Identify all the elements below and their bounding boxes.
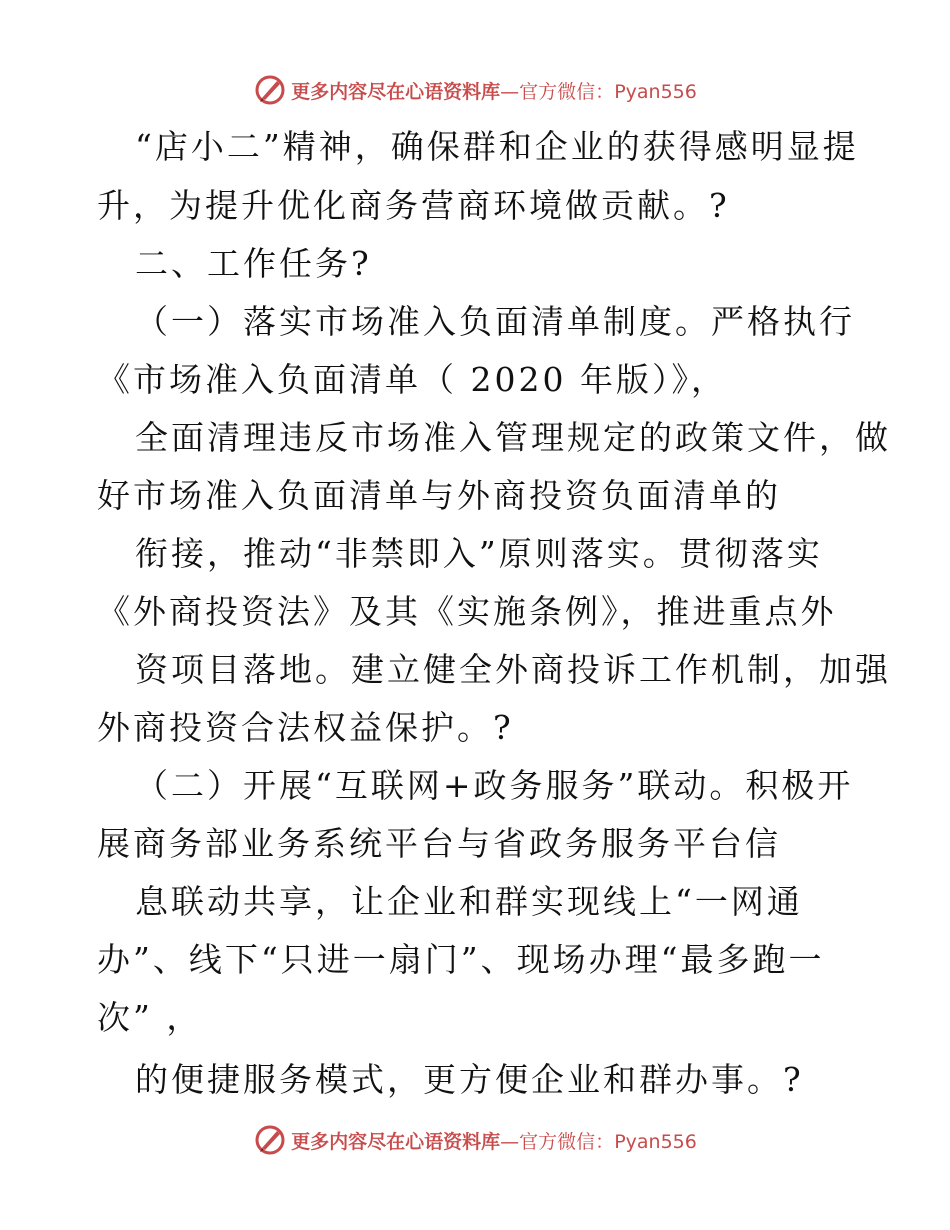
text-line: 办”、线下“只进一扇门”、现场办理“最多跑一 [97, 940, 825, 979]
text-line: “店小二”精神，确保群和企业的获得感明显提 [135, 127, 859, 166]
text-line: （二）开展“互联网+政务服务”联动。积极开 [135, 766, 854, 805]
watermark-main: 更多内容尽在心语资料库 [291, 1130, 501, 1153]
text-line: 的便捷服务模式，更方便企业和群办事。? [135, 1060, 804, 1099]
text-line: 好市场准入负面清单与外商投资负面清单的 [97, 476, 781, 515]
text-line: 《外商投资法》及其《实施条例》，推进重点外 [97, 592, 837, 631]
text-line: 《市场准入负面清单（ 2020 年版）》， [97, 360, 727, 399]
watermark-id: Pyan556 [614, 1130, 697, 1153]
watermark-label: 官方微信： [519, 80, 615, 103]
text-line: 息联动共享，让企业和群实现线上“一网通 [135, 882, 803, 921]
watermark-banner-bottom [0, 1122, 950, 1158]
text-line: 资项目落地。建立健全外商投诉工作机制，加强 [135, 650, 891, 689]
text-line: 展商务部业务系统平台与省政务服务平台信 [97, 824, 781, 863]
text-line: 外商投资合法权益保护。? [97, 708, 514, 747]
section-heading: 二、工作任务? [135, 244, 372, 283]
text-line: 升，为提升优化商务营商环境做贡献。? [97, 186, 730, 225]
watermark-label: 官方微信： [519, 1130, 615, 1153]
text-line: （一）落实市场准入负面清单制度。严格执行 [135, 302, 855, 341]
watermark-separator: — [500, 80, 520, 103]
text-line: 衔接，推动“非禁即入”原则落实。贯彻落实 [135, 534, 823, 573]
watermark-separator: — [500, 1130, 520, 1153]
text-line: 次” ， [97, 998, 203, 1037]
quill-pen-seal-icon [253, 1123, 287, 1157]
watermark-main: 更多内容尽在心语资料库 [291, 80, 501, 103]
watermark-text [291, 1127, 697, 1154]
watermark-id: Pyan556 [614, 80, 697, 103]
text-line: 全面清理违反市场准入管理规定的政策文件，做 [135, 418, 891, 457]
